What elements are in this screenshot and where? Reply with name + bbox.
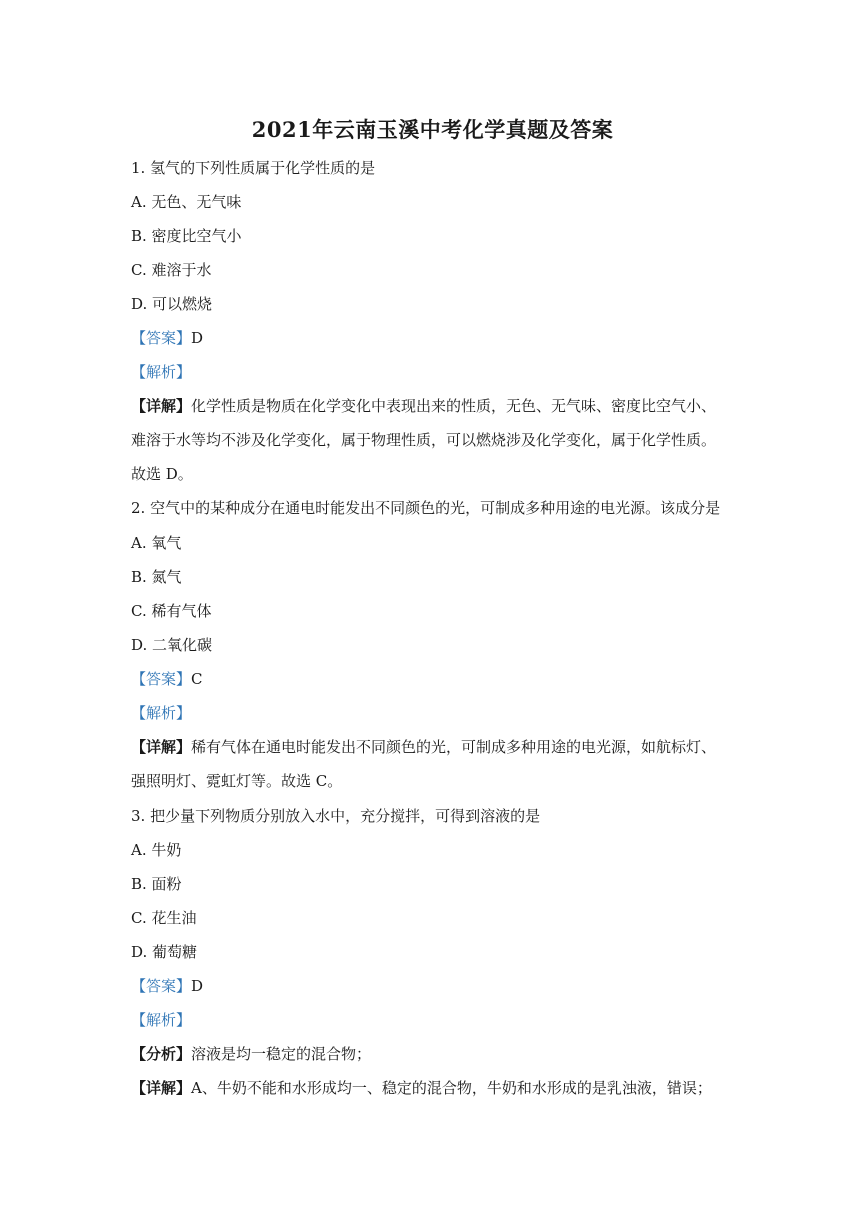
question-1-option-a: A. 无色、无气味 — [131, 193, 242, 211]
answer-value: D — [191, 329, 204, 347]
answer-value: C — [191, 670, 203, 688]
question-1-stem: 1. 氢气的下列性质属于化学性质的是 — [131, 159, 376, 177]
question-1-analysis-tag: 【解析】 — [131, 363, 192, 381]
question-1-answer — [131, 328, 203, 348]
question-3-option-d: D. 葡萄糖 — [131, 943, 198, 961]
question-2-stem: 2. 空气中的某种成分在通电时能发出不同颜色的光，可制成多种用途的电光源。该成分是 — [131, 499, 721, 517]
question-3-option-b: B. 面粉 — [131, 875, 182, 893]
answer-value: D — [191, 977, 204, 995]
question-3-detail-line-1 — [131, 1078, 712, 1098]
question-2-option-c: C. 稀有气体 — [131, 602, 212, 620]
detail-tag: 【详解】 — [131, 397, 192, 415]
question-3-analysis-sub — [131, 1044, 371, 1064]
answer-tag: 【答案】 — [131, 329, 192, 347]
question-1-option-d: D. 可以燃烧 — [131, 295, 213, 313]
detail-tag: 【详解】 — [131, 1079, 192, 1097]
question-2-option-b: B. 氮气 — [131, 568, 182, 586]
answer-tag: 【答案】 — [131, 670, 192, 688]
question-1-detail-line-2: 难溶于水等均不涉及化学变化，属于物理性质，可以燃烧涉及化学变化，属于化学性质。 — [131, 431, 717, 449]
question-1-option-b: B. 密度比空气小 — [131, 227, 242, 245]
question-3-stem: 3. 把少量下列物质分别放入水中，充分搅拌，可得到溶液的是 — [131, 807, 541, 825]
page-title: 2021年云南玉溪中考化学真题及答案 — [251, 117, 614, 142]
analysis-sub-tag: 【分析】 — [131, 1045, 192, 1063]
question-1-detail-line-3: 故选 D。 — [131, 465, 193, 483]
analysis-sub-text: 溶液是均一稳定的混合物； — [191, 1045, 372, 1063]
question-1-detail-line-1 — [131, 396, 716, 416]
answer-tag: 【答案】 — [131, 977, 192, 995]
question-1-option-c: C. 难溶于水 — [131, 261, 212, 279]
detail-tag: 【详解】 — [131, 738, 192, 756]
question-2-analysis-tag: 【解析】 — [131, 704, 192, 722]
question-3-answer — [131, 976, 203, 996]
detail-text: 化学性质是物质在化学变化中表现出来的性质，无色、无气味、密度比空气小、 — [191, 397, 717, 415]
question-2-option-a: A. 氧气 — [131, 534, 182, 552]
question-3-option-a: A. 牛奶 — [131, 841, 182, 859]
detail-text: 稀有气体在通电时能发出不同颜色的光，可制成多种用途的电光源，如航标灯、 — [191, 738, 717, 756]
detail-text: A、牛奶不能和水形成均一、稳定的混合物，牛奶和水形成的是乳浊液，错误； — [191, 1079, 712, 1097]
question-3-analysis-tag: 【解析】 — [131, 1011, 192, 1029]
question-3-option-c: C. 花生油 — [131, 909, 197, 927]
question-2-option-d: D. 二氧化碳 — [131, 636, 213, 654]
question-2-detail-line-2: 强照明灯、霓虹灯等。故选 C。 — [131, 772, 343, 790]
question-2-answer — [131, 669, 203, 689]
question-2-detail-line-1 — [131, 737, 716, 757]
